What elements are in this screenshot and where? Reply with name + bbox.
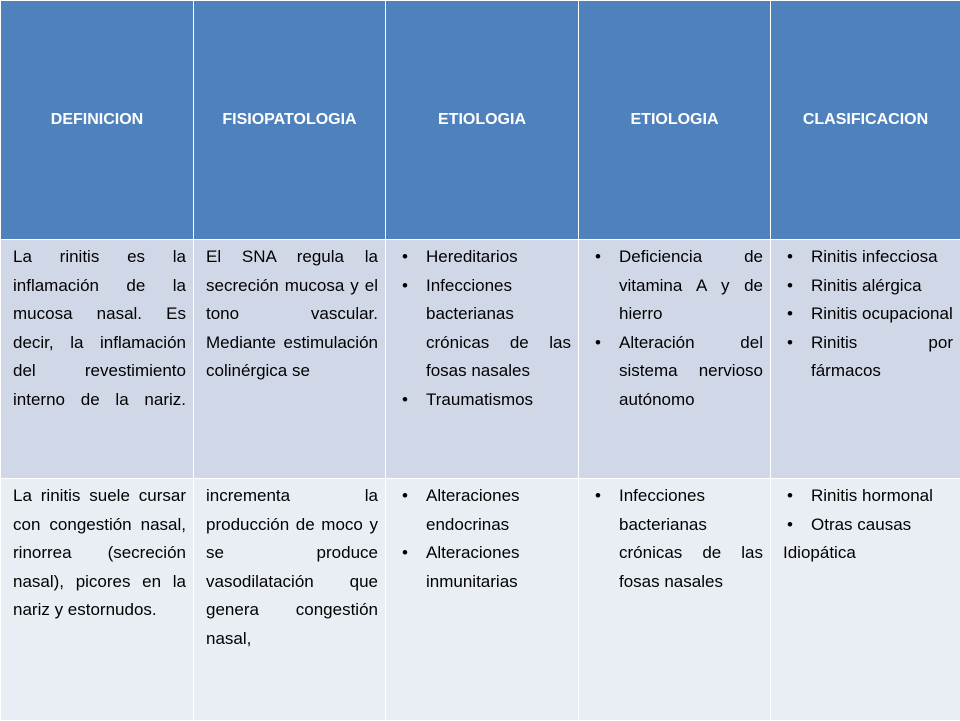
list-item: • Rinitis ocupacional	[783, 300, 953, 329]
list-item: • Alteración del sistema nervioso autónomo	[591, 329, 763, 415]
clasificacion-list	[783, 482, 953, 539]
header-row	[1, 1, 960, 240]
header-clasificacion: CLASIFICACION	[771, 1, 960, 240]
list-item: • Infecciones bacterianas crónicas de las fosas nasales	[591, 482, 763, 596]
cell-fisiopatologia-1	[194, 240, 386, 479]
list-item: • Alteraciones endocrinas	[398, 482, 571, 539]
list-item: • Hereditarios	[398, 243, 571, 272]
list-item: • Deficiencia de vitamina A y de hierro	[591, 243, 763, 329]
definicion-text: La rinitis es la inflamación de la mucosa nasal. Es decir, la inflamación del revestimiento interno de la nariz.	[13, 243, 186, 414]
cell-etiologia1-1	[386, 240, 579, 479]
etiologia-list	[591, 482, 763, 596]
fisiopatologia-text: El SNA regula la secreción mucosa y el tono vascular. Mediante estimulación colinérgica se	[206, 243, 378, 386]
clasificacion-extra: Idiopática	[783, 539, 953, 568]
cell-fisiopatologia-2	[194, 479, 386, 721]
etiologia-list	[398, 482, 571, 596]
list-item: • Rinitis infecciosa	[783, 243, 953, 272]
list-item: • Alteraciones inmunitarias	[398, 539, 571, 596]
etiologia-list	[398, 243, 571, 414]
list-item: • Rinitis por fármacos	[783, 329, 953, 386]
definicion-text: La rinitis suele cursar con congestión nasal, rinorrea (secreción nasal), picores en la nariz y estornudos.	[13, 482, 186, 625]
header-definicion: DEFINICION	[1, 1, 194, 240]
list-item: • Otras causas	[783, 511, 953, 540]
clasificacion-list	[783, 243, 953, 386]
list-item: • Rinitis hormonal	[783, 482, 953, 511]
cell-etiologia2-1	[579, 240, 771, 479]
fisiopatologia-text: incrementa la producción de moco y se produce vasodilatación que genera congestión nasal,	[206, 482, 378, 653]
cell-definicion-2	[1, 479, 194, 721]
etiologia-list	[591, 243, 763, 414]
list-item: • Rinitis alérgica	[783, 272, 953, 301]
cell-etiologia2-2	[579, 479, 771, 721]
list-item: • Infecciones bacterianas crónicas de las fosas nasales	[398, 272, 571, 386]
list-item: • Traumatismos	[398, 386, 571, 415]
cell-clasificacion-2	[771, 479, 960, 721]
cell-definicion-1	[1, 240, 194, 479]
table-row	[1, 240, 960, 479]
header-fisiopatologia: FISIOPATOLOGIA	[194, 1, 386, 240]
cell-etiologia1-2	[386, 479, 579, 721]
header-etiologia-2: ETIOLOGIA	[579, 1, 771, 240]
cell-clasificacion-1	[771, 240, 960, 479]
header-etiologia-1: ETIOLOGIA	[386, 1, 579, 240]
table-row	[1, 479, 960, 721]
